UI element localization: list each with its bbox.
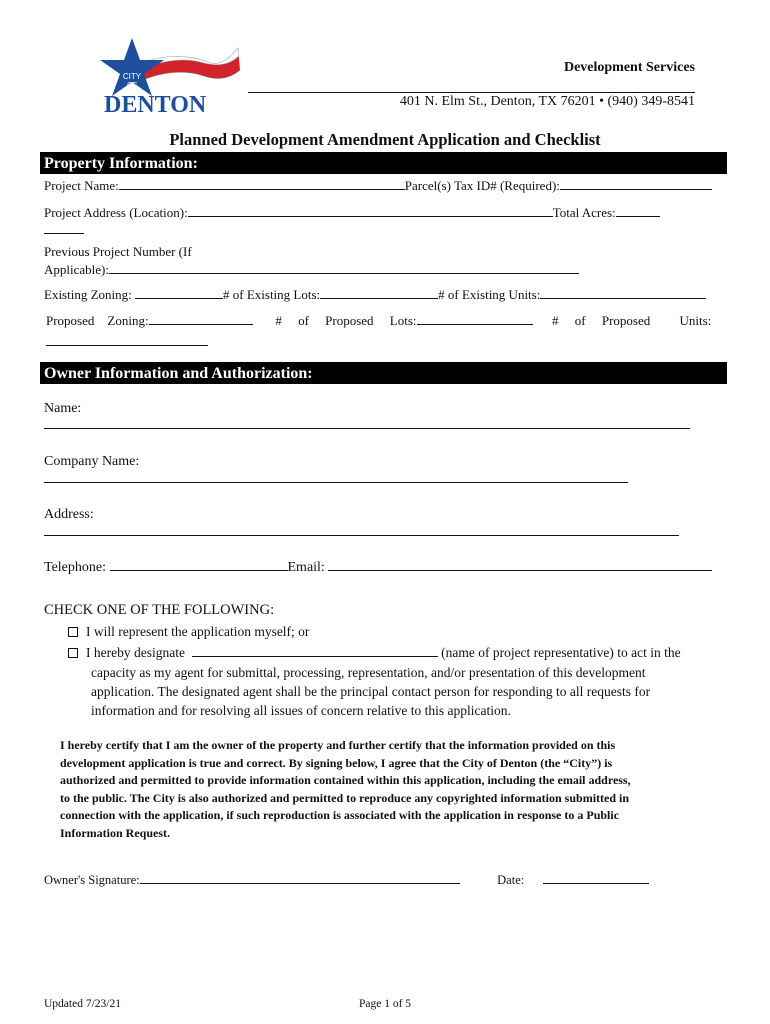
logo-of-text: OF [127, 82, 137, 89]
option-designate-line-e: information and for resolving all issues of concern relative to this application. [91, 703, 511, 718]
option-designate-label: I hereby designate [86, 645, 185, 660]
date-field[interactable] [543, 883, 649, 884]
of-label: of [298, 313, 309, 328]
page-number: Page 1 of 5 [358, 998, 412, 1010]
representative-name-field[interactable] [192, 656, 438, 657]
hash-label: # [275, 313, 282, 328]
existing-units-label: # of Existing Units: [438, 287, 541, 302]
total-acres-field-continued[interactable] [44, 233, 84, 234]
email-label: Email: [287, 560, 325, 575]
option-designate-label-b: (name of project representative) to act in the [441, 645, 681, 660]
project-address-row [44, 205, 660, 221]
previous-project-label-1: Previous Project Number (If [44, 244, 192, 259]
header-divider [248, 92, 695, 93]
check-heading: CHECK ONE OF THE FOLLOWING: [44, 602, 275, 618]
lots-label: Lots: [389, 313, 417, 328]
date-label: Date: [497, 873, 525, 887]
project-address-field[interactable] [188, 216, 553, 217]
signature-label: Owner's Signature: [44, 873, 140, 887]
company-name-label: Company Name: [44, 454, 140, 469]
telephone-label: Telephone: [44, 560, 106, 575]
owner-address-field[interactable] [44, 535, 679, 536]
contact-row [44, 560, 712, 576]
updated-date: Updated 7/23/21 [44, 998, 121, 1010]
of-label-2: of [574, 313, 586, 328]
owner-section-heading: Owner Information and Authorization: [40, 362, 727, 384]
certify-line-2: development application is true and correct. By signing below, I agree that the City of Denton (the “City”) is [60, 755, 613, 770]
existing-row [44, 287, 706, 303]
option-designate-line-c: capacity as my agent for submittal, processing, representation, and/or presentation of this development [91, 665, 646, 680]
option-designate[interactable] [68, 643, 681, 662]
option-represent-self[interactable] [68, 622, 309, 641]
document-title: Planned Development Amendment Application and Checklist [169, 130, 601, 149]
property-section-heading: Property Information: [40, 152, 727, 174]
logo-city-text: CITY [122, 72, 142, 81]
certify-line-5: connection with the application, if such reproduction is associated with the application in response to a Public [60, 808, 620, 822]
units-label: Units: [679, 313, 712, 328]
project-address-label: Project Address (Location): [44, 205, 188, 220]
zoning-label: Zoning: [107, 313, 149, 328]
parcel-tax-id-field[interactable] [560, 189, 712, 190]
company-name-field[interactable] [44, 482, 628, 483]
telephone-field[interactable] [110, 570, 288, 571]
existing-zoning-label: Existing Zoning: [44, 287, 132, 302]
project-name-field[interactable] [119, 189, 405, 190]
checkbox-represent-self[interactable] [68, 627, 78, 637]
existing-units-field[interactable] [540, 298, 706, 299]
certification-statement [60, 737, 716, 842]
logo-name-text: DENTON [104, 92, 207, 116]
owner-address-label: Address: [44, 507, 94, 522]
parcel-tax-id-label: Parcel(s) Tax ID# (Required): [404, 178, 560, 193]
certify-line-6: Information Request. [60, 825, 170, 840]
department-name: Development Services [563, 60, 695, 75]
certify-line-1: I hereby certify that I am the owner of the property and further certify that the information provided on this [60, 738, 616, 752]
proposed-units-field[interactable] [46, 345, 208, 346]
total-acres-label: Total Acres: [552, 205, 616, 220]
signature-field[interactable] [140, 883, 460, 884]
signature-row [44, 873, 649, 888]
proposed-row [46, 313, 711, 329]
proposed-lots-field[interactable] [417, 324, 533, 325]
option-designate-text [91, 663, 716, 720]
city-logo [88, 36, 248, 116]
project-name-row [44, 178, 712, 194]
proposed-zoning-field[interactable] [149, 324, 253, 325]
existing-lots-field[interactable] [320, 298, 438, 299]
previous-project-label-2: Applicable): [44, 262, 109, 277]
certify-line-4: to the public. The City is also authorized and permitted to reproduce any copyrighted information submitted in [60, 790, 630, 805]
owner-name-field[interactable] [44, 428, 690, 429]
hash-label-2: # [552, 313, 559, 328]
department-address: 401 N. Elm St., Denton, TX 76201 • (940) 349-8541 [399, 94, 695, 109]
proposed-lots-prefix: Proposed [325, 313, 374, 328]
previous-project-row [44, 262, 579, 278]
certify-line-3: authorized and permitted to provide information contained within this application, including the email address, [60, 773, 631, 787]
option-represent-self-label: I will represent the application myself; or [86, 624, 310, 639]
project-name-label: Project Name: [44, 178, 119, 193]
previous-project-field[interactable] [109, 273, 579, 274]
total-acres-field[interactable] [616, 216, 660, 217]
checkbox-designate[interactable] [68, 648, 78, 658]
option-designate-line-d: application. The designated agent shall be the principal contact person for responding to all requests for [91, 684, 651, 699]
proposed-label: Proposed [46, 313, 95, 328]
owner-name-label: Name: [44, 401, 82, 416]
proposed-units-prefix: Proposed [601, 313, 651, 328]
email-field[interactable] [328, 570, 712, 571]
existing-lots-label: # of Existing Lots: [223, 287, 321, 302]
existing-zoning-field[interactable] [135, 298, 223, 299]
